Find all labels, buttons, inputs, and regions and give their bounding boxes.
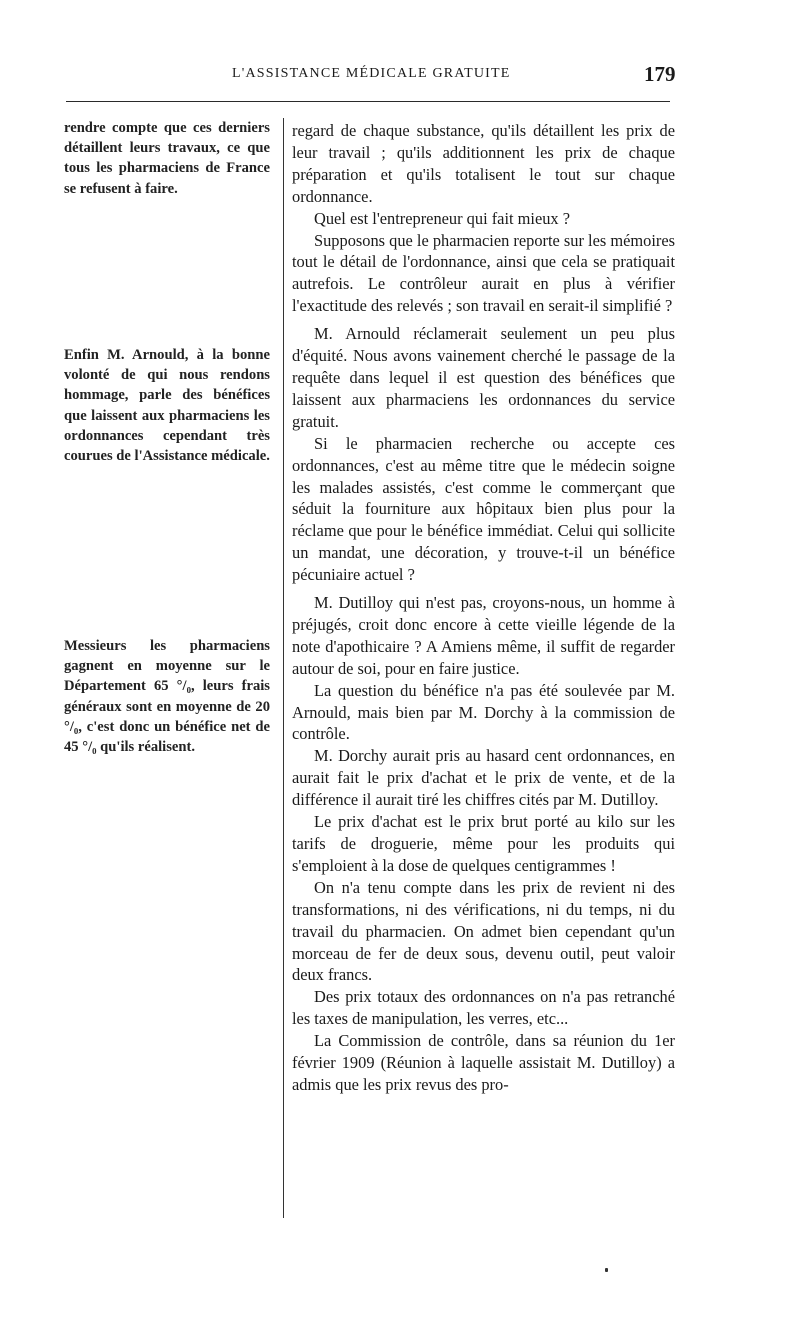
paragraph: Des prix totaux des ordonnances on n'a pas retranché les taxes de manipulation, les verres, etc... [292,987,675,1029]
paragraph: La question du bénéfice n'a pas été soulevée par M. Arnould, mais bien par M. Dorchy à la commission de contrôle. [292,680,675,744]
paragraph: Supposons que le pharmacien reporte sur les mémoires tout le détail de l'ordonnance, ainsi que cela se pratiquait autrefois. Le contrôleur aurait en plus à vérifier l'exactitude des relevés ; son travail en serait-il simplifié ? [292,230,675,316]
main-text [292,120,675,1096]
paragraph: regard de chaque substance, qu'ils détaillent les prix de leur travail ; qu'ils additionnent les prix de chaque préparation et qu'ils totalisent le tout sur chaque ordonnance. [292,121,675,206]
running-title: L'ASSISTANCE MÉDICALE GRATUITE [232,66,511,81]
paragraph: On n'a tenu compte dans les prix de revient ni des transformations, ni des vérifications, ni du temps, ni du travail du pharmacien. On admet bien cependant qu'un morceau de fer de deux sous, devenu outil, peut valoir deux francs. [292,877,675,985]
header-rule [66,101,670,102]
side-note-2: Enfin M. Arnould, à la bonne volonté de qui nous rendons hommage, parle des bénéfices que laissent aux pharmaciens les ordonnances cependant très courues de l'Assistance médicale. [64,347,270,465]
page-number: 179 [644,62,676,86]
paragraph: La Commission de contrôle, dans sa réunion du 1er février 1909 (Réunion à laquelle assistait M. Dutilloy) a admis que les prix revus des pro- [292,1031,675,1094]
paragraph: Le prix d'achat est le prix brut porté au kilo sur les tarifs de droguerie, même pour les produits qui s'emploient à la dose de quelques centigrammes ! [292,812,675,875]
paragraph: M. Arnould réclamerait seulement un peu plus d'équité. Nous avons vainement cherché le passage de la requête dans lequel il est question des bénéfices que laissent aux pharmaciens les ordonnances du service gratuit. [292,324,675,431]
side-note-1: rendre compte que ces derniers détaillent leurs travaux, ce que tous les pharmaciens de France se refusent à faire. [64,120,270,197]
paragraph: Quel est l'entrepreneur qui fait mieux ? [314,208,570,228]
side-note-3: Messieurs les pharmaciens gagnent en moyenne sur le Département 65 °/₀, leurs frais généraux sont en moyenne de 20 °/₀, c'est donc un bénéfice net de 45 °/₀ qu'ils réalisent. [64,638,270,756]
ink-speck [605,1268,608,1272]
paragraph: M. Dutilloy qui n'est pas, croyons-nous, un homme à préjugés, croit donc encore à cette vieille légende de la note d'apothicaire ? A Amiens même, il suffit de regarder autour de soi, pour en faire justice. [292,593,675,678]
paragraph: Si le pharmacien recherche ou accepte ces ordonnances, c'est au même titre que le médecin soigne les malades assistés, c'est comme le commerçant que séduit la fourniture aux hôpitaux bien plus pour la réclame que pour le bénéfice immédiat. Celui qui sollicite un mandat, une décoration, y trouve-t-il un bénéfice pécuniaire actuel ? [292,433,675,585]
column-divider [283,118,284,1218]
paragraph: M. Dorchy aurait pris au hasard cent ordonnances, en aurait fait le prix d'achat et le prix de vente, et de la différence il aurait tiré les chiffres cités par M. Dutilloy. [292,746,675,810]
